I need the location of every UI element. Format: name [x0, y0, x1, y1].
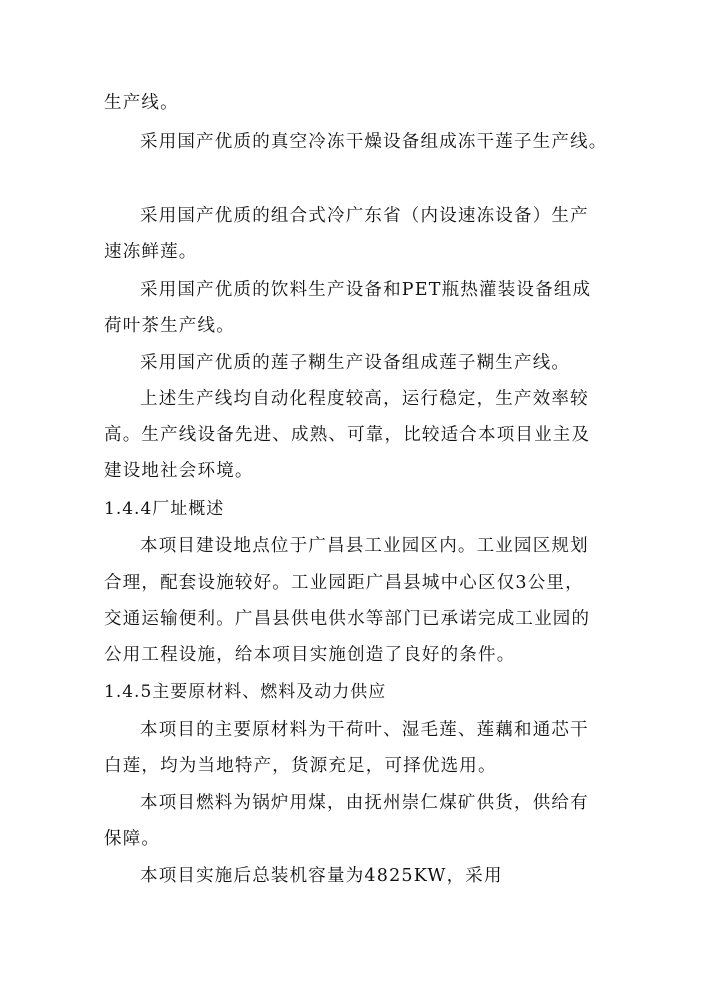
text-line: 速冻鲜莲。 [104, 242, 198, 262]
section-heading: 1.4.5主要原材料、燃料及动力供应 [104, 682, 387, 702]
text-line: 本项目燃料为锅炉用煤，由抚州崇仁煤矿供货，供给有 [140, 793, 589, 813]
text-line: 保障。 [104, 829, 161, 849]
section-heading: 1.4.4厂址概述 [104, 499, 225, 519]
text-line: 公用工程设施，给本项目实施创造了良好的条件。 [104, 645, 516, 665]
text-line: 本项目的主要原材料为干荷叶、湿毛莲、莲藕和通芯干 [140, 720, 589, 740]
text-line: 采用国产优质的组合式冷广东省（内设速冻设备）生产 [140, 206, 589, 226]
text-line: 本项目建设地点位于广昌县工业园区内。工业园区规划 [140, 536, 589, 556]
text-line: 采用国产优质的饮料生产设备和PET瓶热灌装设备组成 [140, 280, 592, 300]
text-line: 生产线。 [104, 93, 179, 113]
text-line: 荷叶茶生产线。 [104, 316, 235, 336]
text-line: 白莲，均为当地特产，货源充足，可择优选用。 [104, 756, 497, 776]
text-line: 高。生产线设备先进、成熟、可靠，比较适合本项目业主及 [104, 425, 591, 445]
text-line: 建设地社会环境。 [104, 461, 254, 481]
text-line: 上述生产线均自动化程度较高，运行稳定，生产效率较 [140, 389, 589, 409]
text-line: 合理，配套设施较好。工业园距广昌县城中心区仅3公里， [104, 573, 584, 593]
text-line: 采用国产优质的真空冷冻干燥设备组成冻干莲子生产线。 [140, 132, 608, 152]
text-line: 本项目实施后总装机容量为4825KW，采用 [140, 866, 503, 886]
text-line: 采用国产优质的莲子糊生产设备组成莲子糊生产线。 [140, 353, 571, 373]
text-line: 交通运输便利。广昌县供电供水等部门已承诺完成工业园的 [104, 609, 591, 629]
